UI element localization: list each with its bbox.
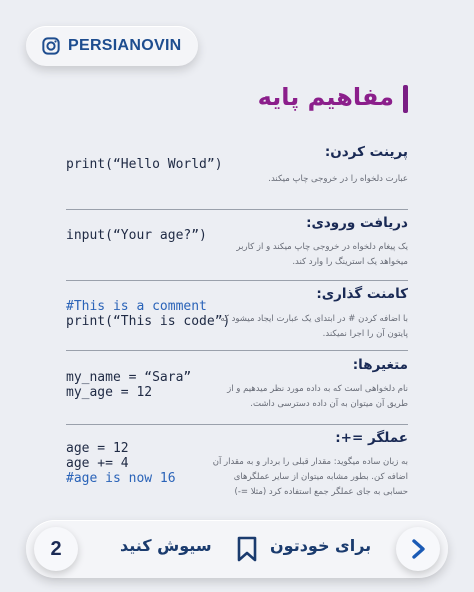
page-number-badge [34,527,78,571]
instagram-handle-pill[interactable] [26,26,198,66]
code-block [66,370,191,400]
title-accent-bar [403,85,408,113]
code-line: print(“Hello World”) [66,157,223,172]
for-yourself-text: برای خودتون [270,536,372,555]
next-button[interactable] [396,527,440,571]
section-description: یک پیغام دلخواه در خروجی چاپ میکند و از کاربر میخواهد یک استرینگ را وارد کند. [236,242,408,267]
page-number: 2 [50,537,62,560]
code-line-comment: #age is now 16 [66,471,176,486]
code-line: age = 12 [66,441,129,456]
divider [66,209,408,210]
code-line: age += 4 [66,456,129,471]
section-heading: متغیرها: [352,357,408,373]
page-title: مفاهیم پایه [257,83,394,111]
code-block [66,441,176,486]
section-heading: عملگر =+: [335,430,408,446]
bookmark-icon[interactable] [236,536,258,562]
code-line: print(“This is code”) [66,314,231,329]
section-heading: پرینت کردن: [324,144,408,160]
code-block [66,228,207,243]
code-block [66,299,230,329]
section-heading: دریافت ورودی: [306,215,408,231]
section-description: نام دلخواهی است که به داده مورد نظر میدهیم و از طریق آن میتوان به آن داده دسترسی داشت. [227,384,408,409]
code-line: my_age = 12 [66,385,153,400]
instagram-icon [42,37,60,55]
section-description: به زبان ساده میگوید: مقدار قبلی را بردار و به مقدار آن اضافه کن. بطور مشابه میتوان از سایر عملگرهای حسابی به جای عملگر جمع استفاده کرد (مثلا =-) [212,457,408,497]
instagram-handle: PERSIANOVIN [68,37,182,54]
code-line-comment: #This is a comment [66,299,207,314]
divider [66,424,408,425]
save-it-text: سیوش کنید [120,536,212,555]
code-line: my_name = “Sara” [66,370,192,385]
chevron-right-icon [408,538,428,560]
section-description: عبارت دلخواه را در خروجی چاپ میکند. [268,174,408,184]
divider [66,280,408,281]
section-heading: کامنت گذاری: [316,286,408,302]
code-block [66,157,223,172]
section-description: با اضافه کردن # در ابتدای یک عبارت ایجاد میشود که پایتون آن را اجرا نمیکند. [220,314,408,339]
code-line: input(“Your age?”) [66,228,207,243]
divider [66,350,408,351]
bottom-bar [26,520,448,578]
